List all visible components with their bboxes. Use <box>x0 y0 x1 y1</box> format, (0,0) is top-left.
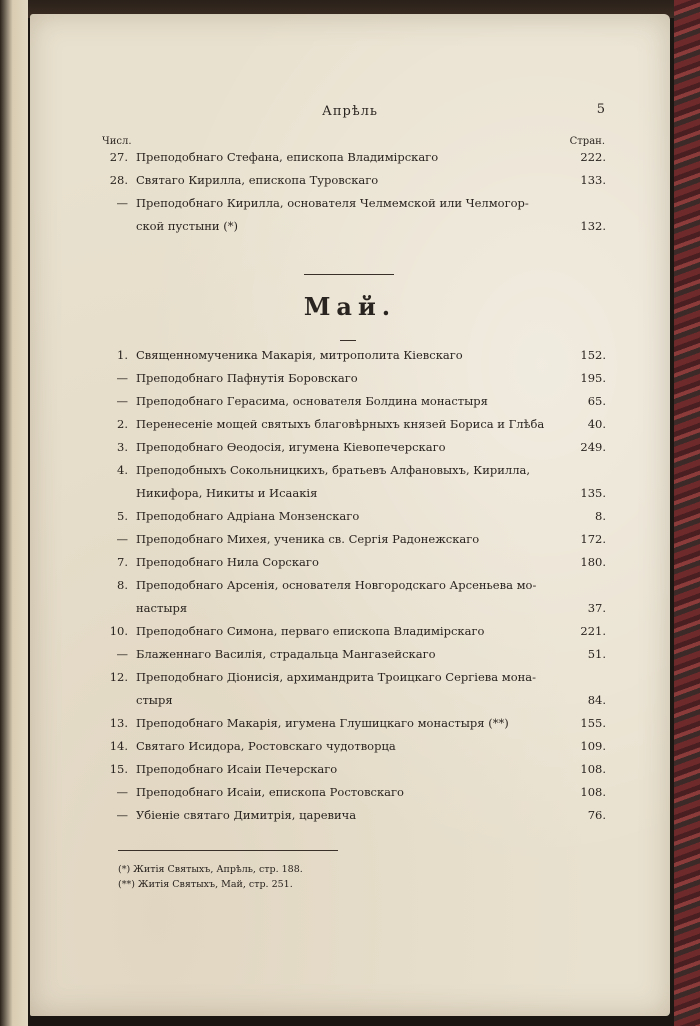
left-page-edge <box>0 0 28 1026</box>
entry-day: — <box>116 394 128 408</box>
entry-day: 27. <box>109 150 128 164</box>
entry-day: — <box>116 371 128 385</box>
section-divider <box>304 274 394 275</box>
table-row <box>30 436 670 459</box>
table-row <box>30 413 670 436</box>
book-page <box>30 14 670 1016</box>
entry-day: 10. <box>109 624 128 638</box>
entry-day: 4. <box>117 463 128 477</box>
table-row <box>30 574 670 597</box>
table-row <box>30 712 670 735</box>
entry-text: Преподобнаго Пафнутія Боровскаго <box>136 371 358 385</box>
entry-page: 108. <box>580 762 606 776</box>
entry-text: Преподобнаго Нила Сорскаго <box>136 555 319 569</box>
entry-page: 132. <box>580 219 606 233</box>
table-row <box>30 459 670 482</box>
entry-text: Преподобнаго Михея, ученика св. Сергія Радонежскаго <box>136 532 480 546</box>
footnote: (*) Житія Святыхъ, Апрѣль, стр. 188. <box>118 864 303 875</box>
title-rule <box>340 340 356 341</box>
entry-day: 12. <box>109 670 128 684</box>
entry-text: Перенесеніе мощей святыхъ благовѣрныхъ князей Бориса и Глѣба <box>136 417 545 431</box>
table-row <box>30 781 670 804</box>
may-entries <box>30 344 670 827</box>
table-row <box>30 689 670 712</box>
table-row <box>30 169 670 192</box>
entry-day: 28. <box>109 173 128 187</box>
entry-page: 195. <box>580 371 606 385</box>
table-row <box>30 643 670 666</box>
entry-text: стыря <box>136 693 173 707</box>
entry-page: 65. <box>587 394 606 408</box>
table-row <box>30 528 670 551</box>
entry-day: 14. <box>109 739 128 753</box>
entry-page: 109. <box>580 739 606 753</box>
entry-text: Преподобнаго Исаіи, епископа Ростовскаго <box>136 785 404 799</box>
entry-page: 51. <box>587 647 606 661</box>
footnote-rule <box>118 850 338 851</box>
entry-page: 152. <box>580 348 606 362</box>
entry-text: Преподобнаго Исаіи Печерскаго <box>136 762 338 776</box>
footnote: (**) Житія Святыхъ, Май, стр. 251. <box>118 879 293 890</box>
entry-text: Преподобныхъ Сокольницкихъ, братьевъ Алфановыхъ, Кирилла, <box>136 463 531 477</box>
entry-text: Убіеніе святаго Димитрія, царевича <box>136 808 357 822</box>
entry-page: 135. <box>580 486 606 500</box>
entry-page: 133. <box>580 173 606 187</box>
table-row <box>30 551 670 574</box>
entry-page: 155. <box>580 716 606 730</box>
entry-page: 249. <box>580 440 606 454</box>
table-row <box>30 620 670 643</box>
entry-text: Святаго Кирилла, епископа Туровскаго <box>136 173 379 187</box>
entry-day: — <box>116 785 128 799</box>
column-head-right: Стран. <box>569 136 605 147</box>
entry-page: 40. <box>587 417 606 431</box>
table-row <box>30 367 670 390</box>
entry-day: 8. <box>117 578 128 592</box>
entry-day: 5. <box>117 509 128 523</box>
column-head-left: Числ. <box>102 136 132 147</box>
entry-text: Преподобнаго Ѳеодосія, игумена Кіевопечерскаго <box>136 440 446 454</box>
entry-page: 8. <box>595 509 606 523</box>
entry-text: настыря <box>136 601 188 615</box>
page-header: Апрѣль <box>321 104 378 119</box>
table-row <box>30 758 670 781</box>
entry-text: Святаго Исидора, Ростовскаго чудотворца <box>136 739 396 753</box>
entry-page: 221. <box>580 624 606 638</box>
table-row <box>30 505 670 528</box>
table-row <box>30 146 670 169</box>
april-entries <box>30 146 670 238</box>
table-row <box>30 192 670 215</box>
entry-text: Преподобнаго Арсенія, основателя Новгородскаго Арсеньева мо- <box>136 578 537 592</box>
entry-text: Блаженнаго Василія, страдальца Мангазейскаго <box>136 647 436 661</box>
entry-day: 13. <box>109 716 128 730</box>
entry-text: Преподобнаго Герасима, основателя Болдина монастыря <box>136 394 488 408</box>
entry-page: 180. <box>580 555 606 569</box>
entry-day: 1. <box>117 348 128 362</box>
table-row <box>30 390 670 413</box>
entry-day: 3. <box>117 440 128 454</box>
table-row <box>30 215 670 238</box>
entry-text: Преподобнаго Симона, перваго епископа Владимірскаго <box>136 624 485 638</box>
entry-text: Преподобнаго Адріана Монзенскаго <box>136 509 360 523</box>
marbled-cover <box>674 0 700 1026</box>
table-row <box>30 344 670 367</box>
entry-text: Преподобнаго Кирилла, основателя Челмемской или Челмогор- <box>136 196 529 210</box>
entry-page: 108. <box>580 785 606 799</box>
entry-page: 76. <box>587 808 606 822</box>
entry-day: — <box>116 532 128 546</box>
entry-text: Священномученика Макарія, митрополита Кіевскаго <box>136 348 463 362</box>
entry-day: 7. <box>117 555 128 569</box>
table-row <box>30 735 670 758</box>
page-number: 5 <box>596 102 605 117</box>
entry-page: 84. <box>587 693 606 707</box>
entry-text: Никифора, Никиты и Исаакія <box>136 486 318 500</box>
table-row <box>30 666 670 689</box>
entry-page: 37. <box>587 601 606 615</box>
entry-page: 222. <box>580 150 606 164</box>
entry-day: — <box>116 808 128 822</box>
entry-day: 2. <box>117 417 128 431</box>
entry-text: Преподобнаго Діонисія, архимандрита Троицкаго Сергіева мона- <box>136 670 537 684</box>
entry-day: — <box>116 196 128 210</box>
entry-text: Преподобнаго Стефана, епископа Владимірскаго <box>136 150 439 164</box>
entry-page: 172. <box>580 532 606 546</box>
section-title: Май. <box>303 292 397 321</box>
table-row <box>30 804 670 827</box>
table-row <box>30 597 670 620</box>
entry-text: Преподобнаго Макарія, игумена Глушицкаго монастыря (**) <box>136 716 509 730</box>
table-row <box>30 482 670 505</box>
entry-day: — <box>116 647 128 661</box>
entry-text: ской пустыни (*) <box>136 219 238 233</box>
entry-day: 15. <box>109 762 128 776</box>
